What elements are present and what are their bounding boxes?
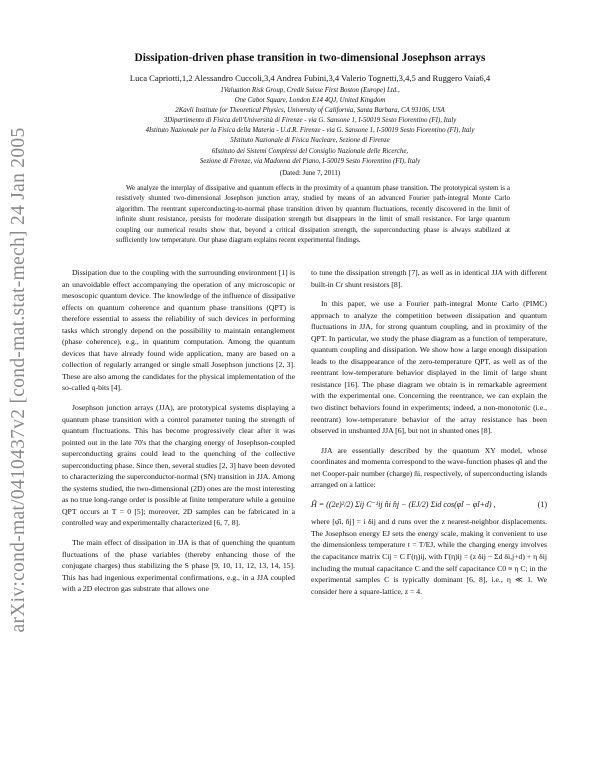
affiliation: 2Kavli Institute for Theoretical Physics, University of California, Santa Barbara, CA 93106, USA: [175, 107, 445, 115]
abstract: We analyze the interplay of dissipative and quantum effects in the proximity of a quantum phase transition. The prototypical system is a resistively shunted two-dimensional Josephson junction array, studied by means of an advanced Fourier path-integral Monte Carlo algorithm. The reentrant superconducting-to-normal phase transition driven by quantum fluctuations, recently discovered in the limit of infinite shunt resistance, persists for moderate dissipation strength but disappears in the limit of small resistance. For large quantum coupling our numerical results show that, beyond a critical dissipation strength, the superconducting phase is always stabilized at sufficiently low temperature. Our phase diagram explains recent experimental findings.: [116, 184, 510, 245]
body-paragraph: Dissipation due to the coupling with the surrounding environment [1] is an unavoidable effect accompanying the operation of any microscopic or mesoscopic quantum device. The knowledge of the influence of dissipative effects on quantum coherence and quantum phase transitions (QPT) is therefore essential to assess the reliability of such devices in performing tasks which strongly depend on the possibility to maintain entanglement (phase coherence), e.g., in quantum computation. Among the quantum devices that have already found wide application, many are based on a collection of regularly arranged or single small Josephson junctions [2, 3]. These are also among the candidates for the physical implementation of the so-called q-bits [4].: [62, 268, 295, 393]
body-paragraph: to tune the dissipation strength [7], as well as in identical JJA with different built-in Cr shunt resistors [8].: [311, 268, 547, 289]
author-list: Luca Capriotti,1,2 Alessandro Cuccoli,3,4 Andrea Fubini,3,4 Valerio Tognetti,3,4,5 and Ruggero Vaia6,4: [129, 73, 491, 83]
paper-title: Dissipation-driven phase transition in two-dimensional Josephson arrays: [134, 52, 486, 64]
body-paragraph: The main effect of dissipation in JJA is that of quenching the quantum fluctuations of the phase variables (thereby enhancing those of the conjugate charges) thus stabilizing the S phase [9, 10, 11, 12, 13, 14, 15]. This has had ingenious experimental confirmations, e.g., in a JJA coupled with a 2D electron gas substrate that allows one: [62, 538, 295, 594]
dated-line: (Dated: June 7, 2011): [279, 169, 341, 177]
body-paragraph: where [φ̂i, n̂j] = i δij and d runs over the z nearest-neighbor displacements. The Josephson energy EJ sets the energy scale, making it convenient to use the dimensionless temperature t = T/EJ, while the charging energy involves the capacitance matrix Cij = C Γ(η)ij, with Γ(η)ij = (z δij − Σd δi,j+d) + η δij including the mutual capacitance C and the self capacitance C0 ≡ η C; in the experimental samples C is typically dominant [6, 8], i.e., η ≪ 1. We consider here a square-lattice, z = 4.: [311, 517, 547, 596]
arxiv-sidebar-stamp: [2, 80, 36, 680]
affiliation: 1Valuation Risk Group, Credit Suisse First Boston (Europe) Ltd.,: [220, 87, 400, 94]
affiliation: 3Dipartimento di Fisica dell'Università di Firenze - via G. Sansone 1, I-50019 Sesto Fiorentino (FI), Italy: [163, 117, 457, 125]
body-paragraph: Josephson junction arrays (JJA), are prototypical systems displaying a quantum phase transition with a control parameter tuning the strength of quantum fluctuations. This has become progressively clear after it was pointed out in the late 70's that the charging energy of Josephson-coupled superconducting grains could lead to the quenching of the collective superconducting phase. Since then, several studies [2, 3] have been devoted to characterizing the superconductor-normal (SN) transition in JJA. Among the systems studied, the two-dimensional (2D) ones are the most interesting as no true long-range order is possible at finite temperature while a genuine QPT occurs at T = 0 [5]; moreover, 2D samples can be fabricated in a controlled way and experimentally characterized [6, 7, 8].: [62, 403, 295, 528]
affiliation: 4Istituto Nazionale per la Fisica della Materia - U.d.R. Firenze - via G. Sansone 1, I-50019 Sesto Fiorentino (FI), Italy: [145, 127, 475, 135]
arxiv-id: arXiv:cond-mat/0410437v2 [cond-mat.stat-mech] 24 Jan 2005: [8, 127, 29, 633]
equation-number: (1): [537, 499, 547, 509]
affiliation: 6Istituto dei Sistemi Complessi del Consiglio Nazionale delle Ricerche,: [211, 147, 409, 155]
affiliation: Sezione di Firenze, via Madonna del Piano, I-50019 Sesto Fiorentino (FI), Italy: [199, 157, 421, 165]
equation-1: [311, 499, 547, 511]
right-column: [311, 267, 547, 605]
affiliation: 5Istituto Nazionale di Fisica Nucleare, Sezione di Firenze: [230, 137, 390, 145]
body-paragraph: JJA are essentially described by the quantum XY model, whose coordinates and momenta correspond to the wave-function phases φ̂i and the net Cooper-pair number (charge) n̂i, respectively, of superconducting islands arranged on a lattice:: [311, 445, 547, 490]
equation-body: Ĥ = ((2e)²/2) Σij C⁻¹ij n̂i n̂j − (EJ/2) Σid cos(φ̂i − φ̂i+d) ,: [311, 499, 496, 509]
left-column: [62, 267, 295, 603]
affiliations: [40, 86, 580, 167]
affiliation: One Cabot Square, London E14 4QJ, United Kingdom: [234, 97, 386, 105]
body-paragraph: In this paper, we use a Fourier path-integral Monte Carlo (PIMC) approach to analyze the competition between dissipation and quantum fluctuations in JJA, for strong quantum coupling, and in proximity of the QPT. In particular, we study the phase diagram as a function of temperature, quantum coupling and dissipation. We show how a large enough dissipation leads to the disappearance of the zero-temperature QPT, as well as of the reentrant low-temperature behavior displayed in the limit of large shunt resistance [16]. The phase diagram we obtain is in remarkable agreement with the experimental one. Concerning the reentrance, we can explain the two distinct behaviors found in experiments; indeed, a non-monotonic (i.e., reentrant) low-temperature behavior of the array resistance has been observed in unshunted JJA [6], but not in shunted ones [8].: [311, 299, 547, 436]
